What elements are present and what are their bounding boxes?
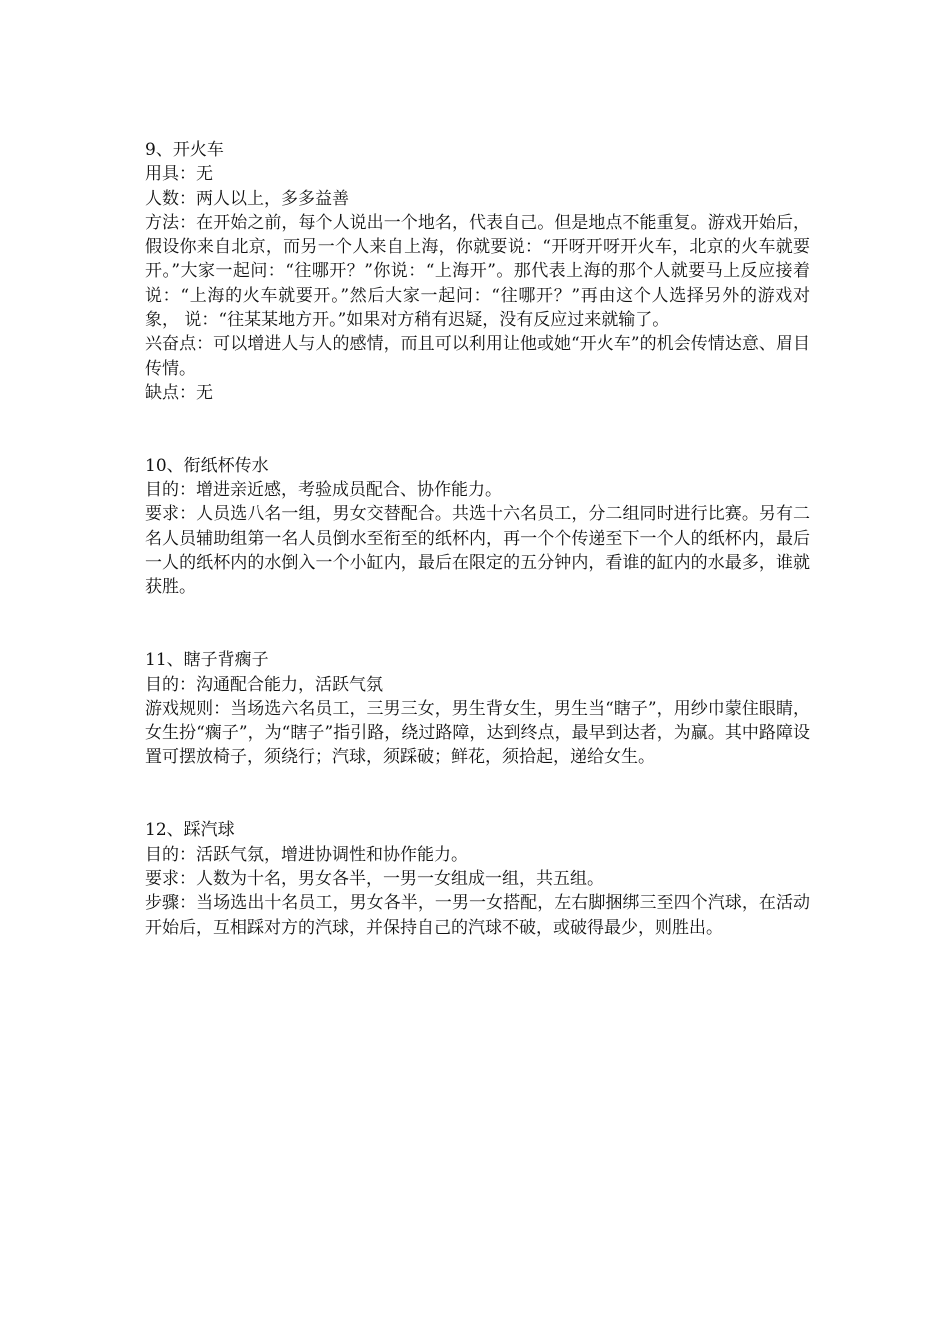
method-paragraph: 方法：在开始之前，每个人说出一个地名，代表自己。但是地点不能重复。游戏开始后，假设你来自北京，而另一个人来自上海，你就要说：“开呀开呀开火车，北京的火车就要开。”大家一起问：“往哪开？”你说：“上海开”。那代表上海的那个人就要马上反应接着说：“上海的火车就要开。”然后大家一起问：“往哪开？”再由这个人选择另外的游戏对象， 说：“往某某地方开。”如果对方稍有迟疑，没有反应过来就输了。 — [145, 212, 810, 331]
highlight-paragraph: 兴奋点：可以增进人与人的感情，而且可以利用让他或她“开火车”的机会传情达意、眉目传情。 — [145, 334, 810, 379]
section-title: 10、衔纸杯传水 — [145, 455, 269, 476]
section-blind-carry-lame — [145, 648, 810, 769]
participants-line: 人数：两人以上，多多益善 — [145, 188, 349, 209]
document-body — [145, 138, 810, 940]
rules-paragraph: 游戏规则：当场选六名员工，三男三女，男生背女生，男生当“瞎子”，用纱巾蒙住眼睛，女生扮“瘸子”，为“瞎子”指引路，绕过路障，达到终点，最早到达者，为赢。其中路障设置可摆放椅子，须绕行；汽球，须踩破；鲜花，须拾起，递给女生。 — [145, 698, 810, 768]
requirements-paragraph: 要求：人员选八名一组，男女交替配合。共选十六名员工，分二组同时进行比赛。另有二名人员辅助组第一名人员倒水至衔至的纸杯内，再一个个传递至下一个人的纸杯内，最后一人的纸杯内的水倒入一个小缸内，最后在限定的五分钟内，看谁的缸内的水最多，谁就获胜。 — [145, 504, 810, 598]
equipment-line: 用具：无 — [145, 164, 213, 185]
section-paper-cup-water — [145, 454, 810, 600]
purpose-line: 目的：活跃气氛，增进协调性和协作能力。 — [145, 844, 468, 865]
steps-paragraph: 步骤：当场选出十名员工，男女各半，一男一女搭配，左右脚捆绑三至四个汽球，在活动开始后，互相踩对方的汽球，并保持自己的汽球不破，或破得最少，则胜出。 — [145, 893, 810, 938]
section-kai-huoche — [145, 138, 810, 405]
purpose-line: 目的：增进亲近感，考验成员配合、协作能力。 — [145, 480, 502, 501]
requirements-line: 要求：人数为十名，男女各半，一男一女组成一组，共五组。 — [145, 868, 604, 889]
purpose-line: 目的：沟通配合能力，活跃气氛 — [145, 674, 383, 695]
section-stomp-balloons — [145, 818, 810, 939]
drawback-line: 缺点：无 — [145, 382, 213, 403]
section-title: 12、踩汽球 — [145, 820, 235, 841]
section-title: 11、瞎子背瘸子 — [145, 650, 269, 671]
section-title: 9、开火车 — [145, 140, 224, 160]
